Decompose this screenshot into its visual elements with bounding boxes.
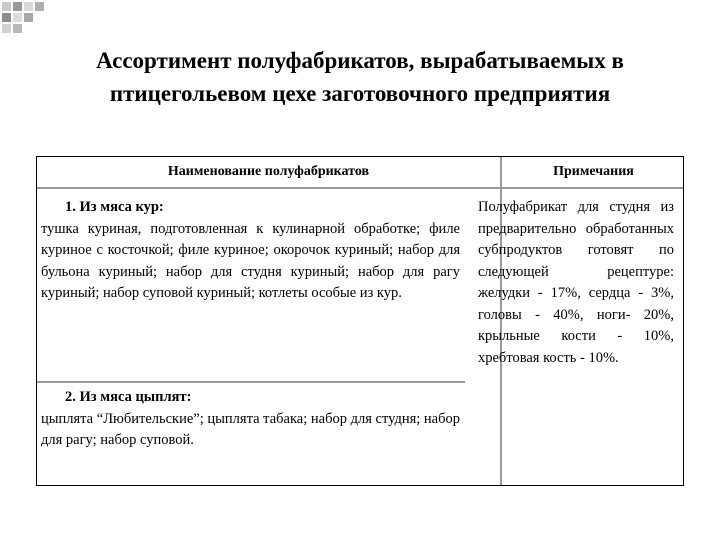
section-chicks [41,387,460,452]
page-title: Ассортимент полуфабрикатов, вырабатываемых в птицегольевом цехе заготовочного предприятия [96,48,624,106]
header-notes-column: Примечания [553,164,634,179]
decorative-squares [0,0,60,40]
section-chicken-text: тушка куриная, подготовленная к кулинарной обработке; филе куриное с косточкой; филе куриное; окорочок куриный; набор для бульона куриный; набор для студня куриный; набор для рагу куриный; набор суповой куриный; котлеты особые из кур. [41,220,460,301]
section-chicken-title: 1. Из мяса кур: [65,199,164,215]
section-divider [37,381,465,383]
header-divider [37,187,683,189]
notes-text: Полуфабрикат для студня из предварительно обработанных субпродуктов готовят по следующей рецептуре: желудки - 17%, сердца - 3%, головы - 40%, ноги- 20%, крыльные кости - 10%, хребтовая кость - 10%. [478,199,674,366]
section-chicks-text: цыплята “Любительские”; цыплята табака; набор для студня; набор для рагу; набор суповой. [41,410,460,448]
header-name-column: Наименование полуфабрикатов [167,164,370,179]
section-chicken [41,197,460,305]
assortment-table [36,156,684,486]
section-chicks-title: 2. Из мяса цыплят: [65,389,192,405]
